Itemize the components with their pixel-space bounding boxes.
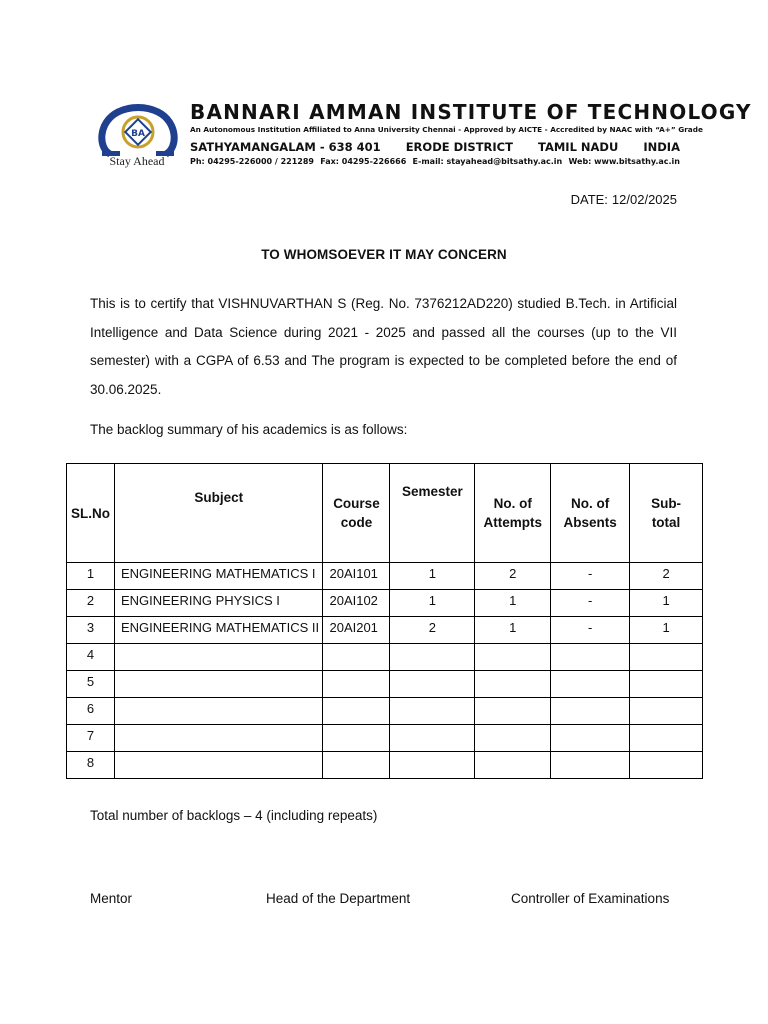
contact-fax: Fax: 04295-226666	[320, 157, 407, 166]
header-course-code: Course code	[323, 464, 390, 563]
cell-subject	[114, 671, 323, 698]
cell-absents	[551, 644, 630, 671]
total-backlogs: Total number of backlogs – 4 (including repeats)	[90, 808, 378, 823]
cell-course-code: 20AI101	[323, 563, 390, 590]
letter-date	[571, 192, 677, 207]
date-label: DATE:	[570, 192, 608, 207]
cell-attempts: 1	[475, 590, 551, 617]
cell-attempts	[475, 752, 551, 779]
table-row	[67, 671, 703, 698]
cell-subject	[114, 698, 323, 725]
contact-web: Web: www.bitsathy.ac.in	[568, 157, 680, 166]
certification-paragraph: This is to certify that VISHNUVARTHAN S (Reg. No. 7376212AD220) studied B.Tech. in Artificial Intelligence and Data Science during 2021 - 2025 and passed all the courses (up to the VII semester) with a CGPA of 6.53 and The program is expected to be completed before the end of 30.06.2025.	[90, 296, 677, 397]
cell-subject: ENGINEERING MATHEMATICS I	[114, 563, 323, 590]
cell-semester: 2	[390, 617, 475, 644]
cell-semester	[390, 698, 475, 725]
cell-course-code	[323, 725, 390, 752]
cell-sl-no: 3	[67, 617, 115, 644]
cell-sl-no: 1	[67, 563, 115, 590]
cell-subject	[114, 644, 323, 671]
header-attempts: No. of Attempts	[475, 464, 551, 563]
date-value: 12/02/2025	[611, 192, 677, 207]
letter-title: TO WHOMSOEVER IT MAY CONCERN	[261, 247, 507, 262]
institute-contact	[190, 157, 680, 166]
cell-course-code	[323, 644, 390, 671]
cell-course-code	[323, 752, 390, 779]
cell-absents	[551, 752, 630, 779]
cell-subtotal	[630, 698, 703, 725]
cell-semester: 1	[390, 563, 475, 590]
cell-course-code: 20AI201	[323, 617, 390, 644]
table-row	[67, 644, 703, 671]
table-row	[67, 617, 703, 644]
address-state: TAMIL NADU	[538, 140, 619, 154]
cell-semester: 1	[390, 590, 475, 617]
cell-sl-no: 4	[67, 644, 115, 671]
table-row	[67, 590, 703, 617]
cell-sl-no: 5	[67, 671, 115, 698]
cell-attempts	[475, 644, 551, 671]
table-row	[67, 725, 703, 752]
cell-sl-no: 6	[67, 698, 115, 725]
cell-subtotal	[630, 644, 703, 671]
backlog-summary-intro: The backlog summary of his academics is as follows:	[90, 422, 408, 437]
cell-course-code: 20AI102	[323, 590, 390, 617]
header-subtotal: Sub- total	[630, 464, 703, 563]
contact-email: E-mail: stayahead@bitsathy.ac.in	[412, 157, 563, 166]
cell-absents: -	[551, 590, 630, 617]
cell-subtotal: 1	[630, 590, 703, 617]
table-row	[67, 752, 703, 779]
address-district: ERODE DISTRICT	[405, 140, 513, 154]
cell-attempts	[475, 671, 551, 698]
table-row	[67, 563, 703, 590]
svg-text:BA: BA	[131, 129, 145, 139]
cell-course-code	[323, 671, 390, 698]
cell-subtotal	[630, 725, 703, 752]
cell-attempts: 2	[475, 563, 551, 590]
institute-name: BANNARI AMMAN INSTITUTE OF TECHNOLOGY	[190, 100, 752, 124]
cell-absents	[551, 698, 630, 725]
cell-attempts: 1	[475, 617, 551, 644]
cell-semester	[390, 725, 475, 752]
cell-sl-no: 8	[67, 752, 115, 779]
tagline: Stay Ahead	[109, 154, 165, 168]
signature-hod: Head of the Department	[266, 891, 411, 906]
address-town: SATHYAMANGALAM - 638 401	[190, 140, 381, 154]
header-subject: Subject	[114, 464, 323, 563]
header-sl-no: SL.No	[67, 464, 115, 563]
letterhead	[92, 100, 752, 175]
table-row	[67, 698, 703, 725]
cell-absents	[551, 671, 630, 698]
table-header-row	[67, 464, 703, 563]
cell-sl-no: 2	[67, 590, 115, 617]
cell-subject	[114, 752, 323, 779]
header-semester: Semester	[390, 464, 475, 563]
signature-coe: Controller of Examinations	[511, 891, 670, 906]
institute-affiliation: An Autonomous Institution Affiliated to Anna University Chennai - Approved by AICTE - Accredited by NAAC with “A+” Grade	[190, 125, 703, 134]
cell-semester	[390, 752, 475, 779]
address-country: INDIA	[643, 140, 680, 154]
cell-course-code	[323, 698, 390, 725]
institute-address	[190, 140, 680, 154]
cell-subject: ENGINEERING PHYSICS I	[114, 590, 323, 617]
header-absents: No. of Absents	[551, 464, 630, 563]
cell-attempts	[475, 698, 551, 725]
cell-subtotal	[630, 752, 703, 779]
signature-mentor: Mentor	[90, 891, 133, 906]
cell-subtotal: 2	[630, 563, 703, 590]
omega-emblem-icon	[96, 104, 180, 160]
cell-subject: ENGINEERING MATHEMATICS II	[114, 617, 323, 644]
cell-subject	[114, 725, 323, 752]
cell-absents: -	[551, 617, 630, 644]
cell-semester	[390, 644, 475, 671]
cell-absents	[551, 725, 630, 752]
cell-semester	[390, 671, 475, 698]
cell-absents: -	[551, 563, 630, 590]
contact-phone: Ph: 04295-226000 / 221289	[190, 157, 314, 166]
backlog-table	[66, 463, 703, 779]
cell-attempts	[475, 725, 551, 752]
cell-subtotal	[630, 671, 703, 698]
cell-subtotal: 1	[630, 617, 703, 644]
cell-sl-no: 7	[67, 725, 115, 752]
